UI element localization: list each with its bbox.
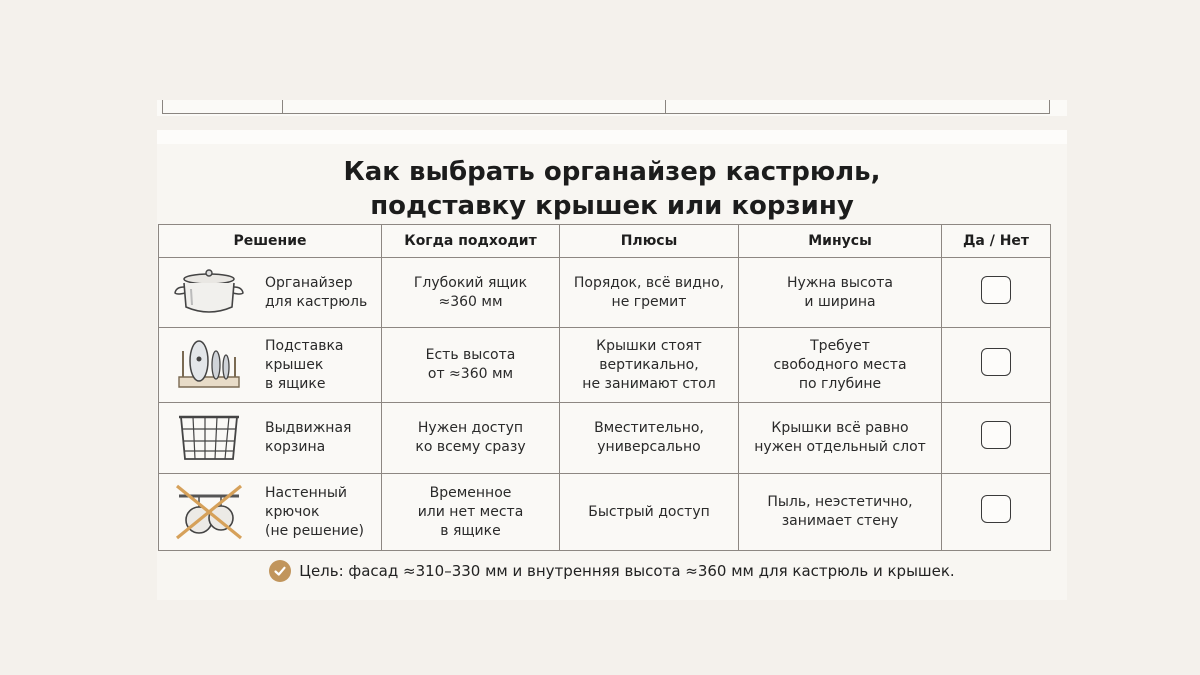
cons-cell: Требует свободного места по глубине [739, 328, 942, 403]
column-header-pros: Плюсы [560, 225, 739, 258]
check-circle-icon [269, 560, 291, 582]
wire-basket-icon [169, 410, 249, 466]
table-header-row [159, 225, 1051, 258]
lid-rack-icon [169, 337, 249, 393]
when-cell: Глубокий ящик ≈360 мм [382, 258, 560, 328]
yes-no-cell [942, 258, 1051, 328]
yes-no-cell [942, 474, 1051, 551]
when-cell: Нужен доступ ко всему сразу [382, 403, 560, 474]
yes-no-checkbox[interactable] [981, 495, 1011, 523]
cons-cell: Пыль, неэстетично, занимает стену [739, 474, 942, 551]
pros-cell: Вместительно, универсально [560, 403, 739, 474]
solution-label: Органайзер для кастрюль [265, 274, 368, 310]
solution-label: Выдвижная корзина [265, 420, 352, 455]
solution-cell [159, 258, 382, 328]
yes-no-checkbox[interactable] [981, 421, 1011, 449]
table-row [159, 328, 1051, 403]
page-title [157, 155, 1067, 223]
column-header-yes-no: Да / Нет [942, 225, 1051, 258]
table-row [159, 258, 1051, 328]
yes-no-checkbox[interactable] [981, 348, 1011, 376]
previous-table-fragment [157, 100, 1067, 116]
when-cell: Временное или нет места в ящике [382, 474, 560, 551]
cons-cell: Крышки всё равно нужен отдельный слот [739, 403, 942, 474]
cons-cell: Нужна высота и ширина [739, 258, 942, 328]
pros-cell: Крышки стоят вертикально, не занимают стол [560, 328, 739, 403]
when-cell: Есть высота от ≈360 мм [382, 328, 560, 403]
column-header-solution: Решение [159, 225, 382, 258]
table-row [159, 403, 1051, 474]
column-header-when: Когда подходит [382, 225, 560, 258]
comparison-table [158, 224, 1051, 551]
table-row [159, 474, 1051, 551]
solution-cell [159, 328, 382, 403]
goal-text: Цель: фасад ≈310–330 мм и внутренняя высота ≈360 мм для кастрюль и крышек. [299, 562, 955, 580]
goal-note [157, 560, 1067, 582]
solution-label: Подставка крышек в ящике [265, 337, 344, 392]
infographic-card [157, 130, 1067, 600]
solution-cell [159, 403, 382, 474]
yes-no-cell [942, 328, 1051, 403]
crossed-wall-hook-icon [169, 484, 249, 540]
title-line-2: подставку крышек или корзину [370, 191, 854, 221]
solution-cell [159, 474, 382, 551]
yes-no-cell [942, 403, 1051, 474]
pros-cell: Порядок, всё видно, не гремит [560, 258, 739, 328]
pros-cell: Быстрый доступ [560, 474, 739, 551]
pot-icon [169, 265, 249, 321]
solution-label: Настенный крючок (не решение) [265, 484, 364, 539]
title-line-1: Как выбрать органайзер кастрюль, [343, 157, 881, 187]
yes-no-checkbox[interactable] [981, 276, 1011, 304]
column-header-cons: Минусы [739, 225, 942, 258]
